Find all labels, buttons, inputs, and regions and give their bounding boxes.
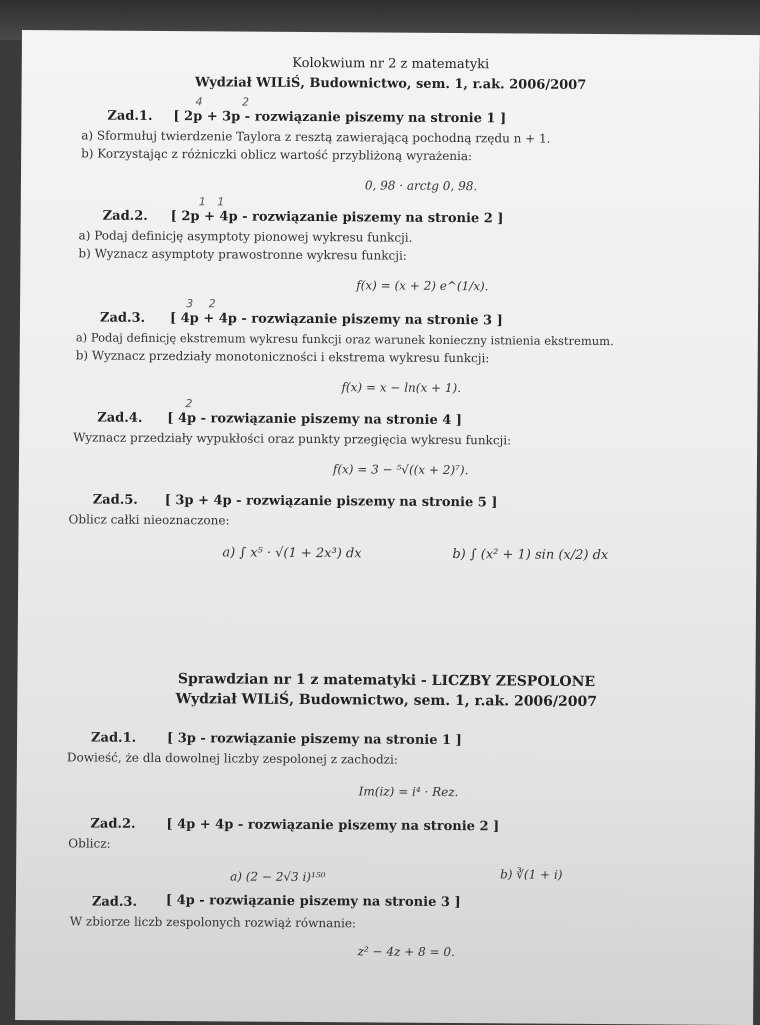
zad4-formula: f(x) = 3 − ⁵√((x + 2)⁷). (332, 462, 469, 478)
s-zad3-header: [ 4p - rozwiązanie piszemy na stronie 3 ] (165, 893, 461, 911)
zad2-label: Zad.2. (102, 208, 148, 224)
zad3-a: a) Podaj definicję ekstremum wykresu funkcji oraz warunek konieczny istnienia ekstremum. (75, 330, 614, 349)
s-zad1-text: Dowieść, że dla dowolnej liczby zespolonej z zachodzi: (66, 750, 398, 767)
s-zad1-label: Zad.1. (91, 730, 137, 746)
zad3-formula: f(x) = x − ln(x + 1). (341, 380, 462, 396)
zad4-header: [ 4p - rozwiązanie piszemy na stronie 4 ] (167, 411, 463, 429)
zad5-formula-a: a) ∫ x⁵ · √(1 + 2x³) dx (222, 545, 362, 562)
s-zad2-formula-b: b) ∛(1 + i) (500, 867, 563, 882)
zad3-b: b) Wyznacz przedziały monotoniczności i ekstrema wykresu funkcji: (75, 348, 490, 366)
zad1-b: b) Korzystając z różniczki oblicz wartość przybliżoną wyrażenia: (81, 146, 473, 164)
s-zad1-header: [ 3p - rozwiązanie piszemy na stronie 1 ] (167, 731, 462, 749)
zad2-header: [ 2p + 4p - rozwiązanie piszemy na stronie 2 ] (170, 209, 504, 227)
zad4-text: Wyznacz przedziały wypukłości oraz punkty przegięcia wykresu funkcji: (73, 430, 512, 448)
zad2-formula: f(x) = (x + 2) e^(1/x). (356, 278, 489, 294)
exam-sheet (15, 30, 760, 1025)
s-zad3-text: W zbiorze liczb zespolonych rozwiąż równanie: (69, 914, 357, 931)
s-zad2-header: [ 4p + 4p - rozwiązanie piszemy na stronie 2 ] (166, 817, 500, 835)
doc1-title: Kolokwium nr 2 z matematyki (292, 55, 490, 73)
zad3-label: Zad.3. (99, 310, 146, 326)
zad2-b: b) Wyznacz asymptoty prawostronne wykresu funkcji: (78, 246, 407, 263)
zad5-label: Zad.5. (92, 492, 138, 508)
zad5-header: [ 3p + 4p - rozwiązanie piszemy na stronie 5 ] (164, 493, 498, 511)
doc2-subtitle: Wydział WILiŚ, Budownictwo, sem. 1, r.ak. 2006/2007 (175, 691, 598, 711)
zad5-formula-b: b) ∫ (x² + 1) sin (x/2) dx (452, 547, 609, 564)
doc1-subtitle: Wydział WILiŚ, Budownictwo, sem. 1, r.ak. 2006/2007 (194, 75, 587, 93)
zad1-a: a) Sformułuj twierdzenie Taylora z resztą zawierającą pochodną rzędu n + 1. (81, 128, 551, 146)
zad3-header: [ 4p + 4p - rozwiązanie piszemy na stronie 3 ] (169, 311, 503, 329)
zad1-label: Zad.1. (107, 108, 153, 124)
handwritten-score-1: 4 2 (195, 95, 268, 109)
s-zad3-formula: z² − 4z + 8 = 0. (357, 944, 455, 960)
s-zad2-text: Oblicz: (68, 836, 111, 851)
s-zad3-label: Zad.3. (91, 894, 138, 910)
zad4-label: Zad.4. (97, 410, 143, 426)
s-zad2-formula-a: a) (2 − 2√3 i)¹⁵⁰ (230, 869, 326, 885)
zad5-text: Oblicz całki nieoznaczone: (68, 512, 230, 528)
zad2-a: a) Podaj definicję asymptoty pionowej wykresu funkcji. (78, 228, 413, 245)
doc2-title: Sprawdzian nr 1 z matematyki - LICZBY ZESPOLONE (177, 671, 596, 691)
s-zad2-label: Zad.2. (90, 816, 136, 832)
zad1-header: [ 2p + 3p - rozwiązanie piszemy na stronie 1 ] (173, 109, 507, 127)
handwritten-score-3: 3 2 (186, 297, 222, 311)
s-zad1-formula: Im(iz) = i⁴ · Rez. (358, 784, 459, 800)
handwritten-score-2: 1 1 (198, 195, 229, 209)
handwritten-score-4: 2 (185, 397, 193, 411)
zad1-formula: 0, 98 · arctg 0, 98. (364, 178, 478, 194)
